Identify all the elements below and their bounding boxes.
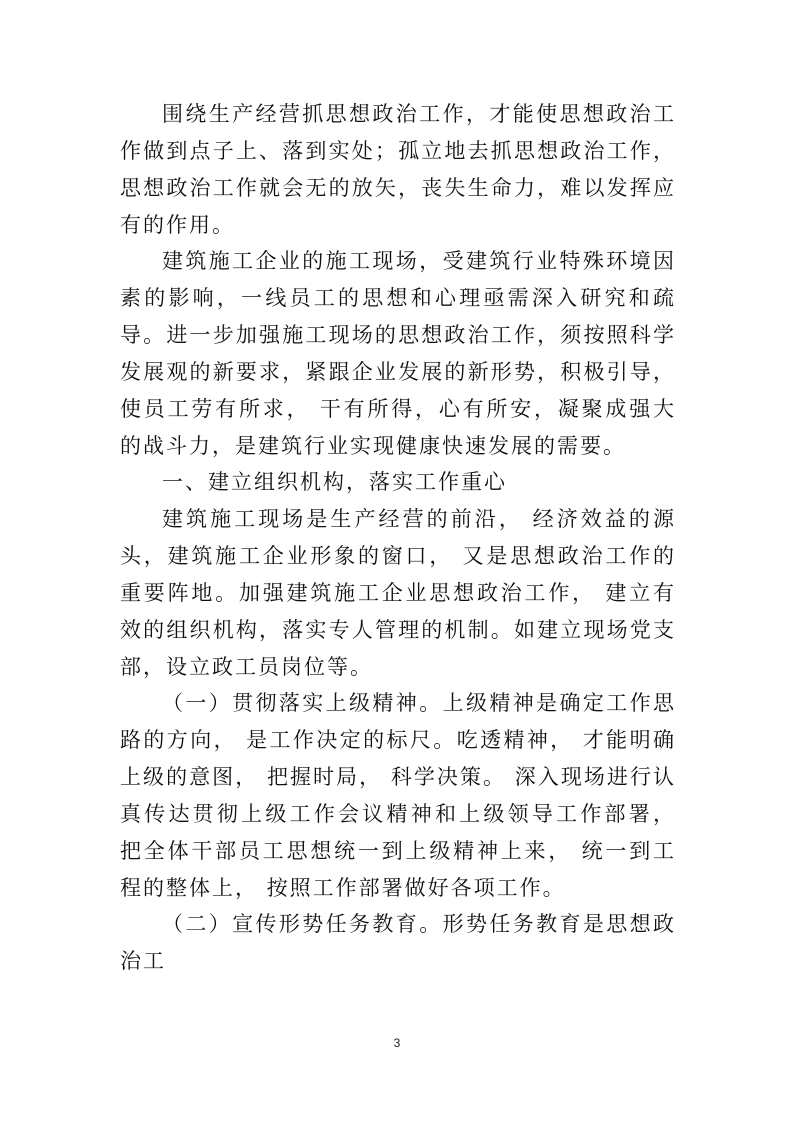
paragraph-intro: 围绕生产经营抓思想政治工作，才能使思想政治工作做到点子上、落到实处；孤立地去抓思想政治工作，思想政治工作就会无的放矢，丧失生命力，难以发挥应有的作用。 — [120, 102, 676, 237]
page-number: 3 — [393, 1036, 401, 1050]
paragraph-construction-site: 建筑施工企业的施工现场，受建筑行业特殊环境因素的影响，一线员工的思想和心理亟需深入研究和疏导。进一步加强施工现场的思想政治工作，须按照科学发展观的新要求，紧跟企业发展的新形势，积极引导， 使员工劳有所求， 干有所得，心有所安，凝聚成强大的战斗力，是建筑行业实现健康快速发展的需要。 — [120, 249, 676, 458]
paragraph-subsection-1: （一）贯彻落实上级精神。上级精神是确定工作思路的方向， 是工作决定的标尺。吃透精神， 才能明确上级的意图， 把握时局， 科学决策。 深入现场进行认真传达贯彻上级工作会议精神和上级领导工作部署， 把全体干部员工思想统一到上级精神上来， 统一到工程的整体上， 按照工作部署做好各项工作。 — [120, 691, 676, 900]
body-text — [120, 96, 676, 979]
paragraph-subsection-2: （二）宣传形势任务教育。形势任务教育是思想政治工 — [120, 912, 676, 973]
paragraph-organization: 建筑施工现场是生产经营的前沿， 经济效益的源头，建筑施工企业形象的窗口， 又是思想政治工作的重要阵地。加强建筑施工企业思想政治工作， 建立有效的组织机构，落实专人管理的机制。如建立现场党支部，设立政工员岗位等。 — [120, 507, 676, 679]
section-heading-1: 一、建立组织机构，落实工作重心 — [162, 470, 507, 494]
